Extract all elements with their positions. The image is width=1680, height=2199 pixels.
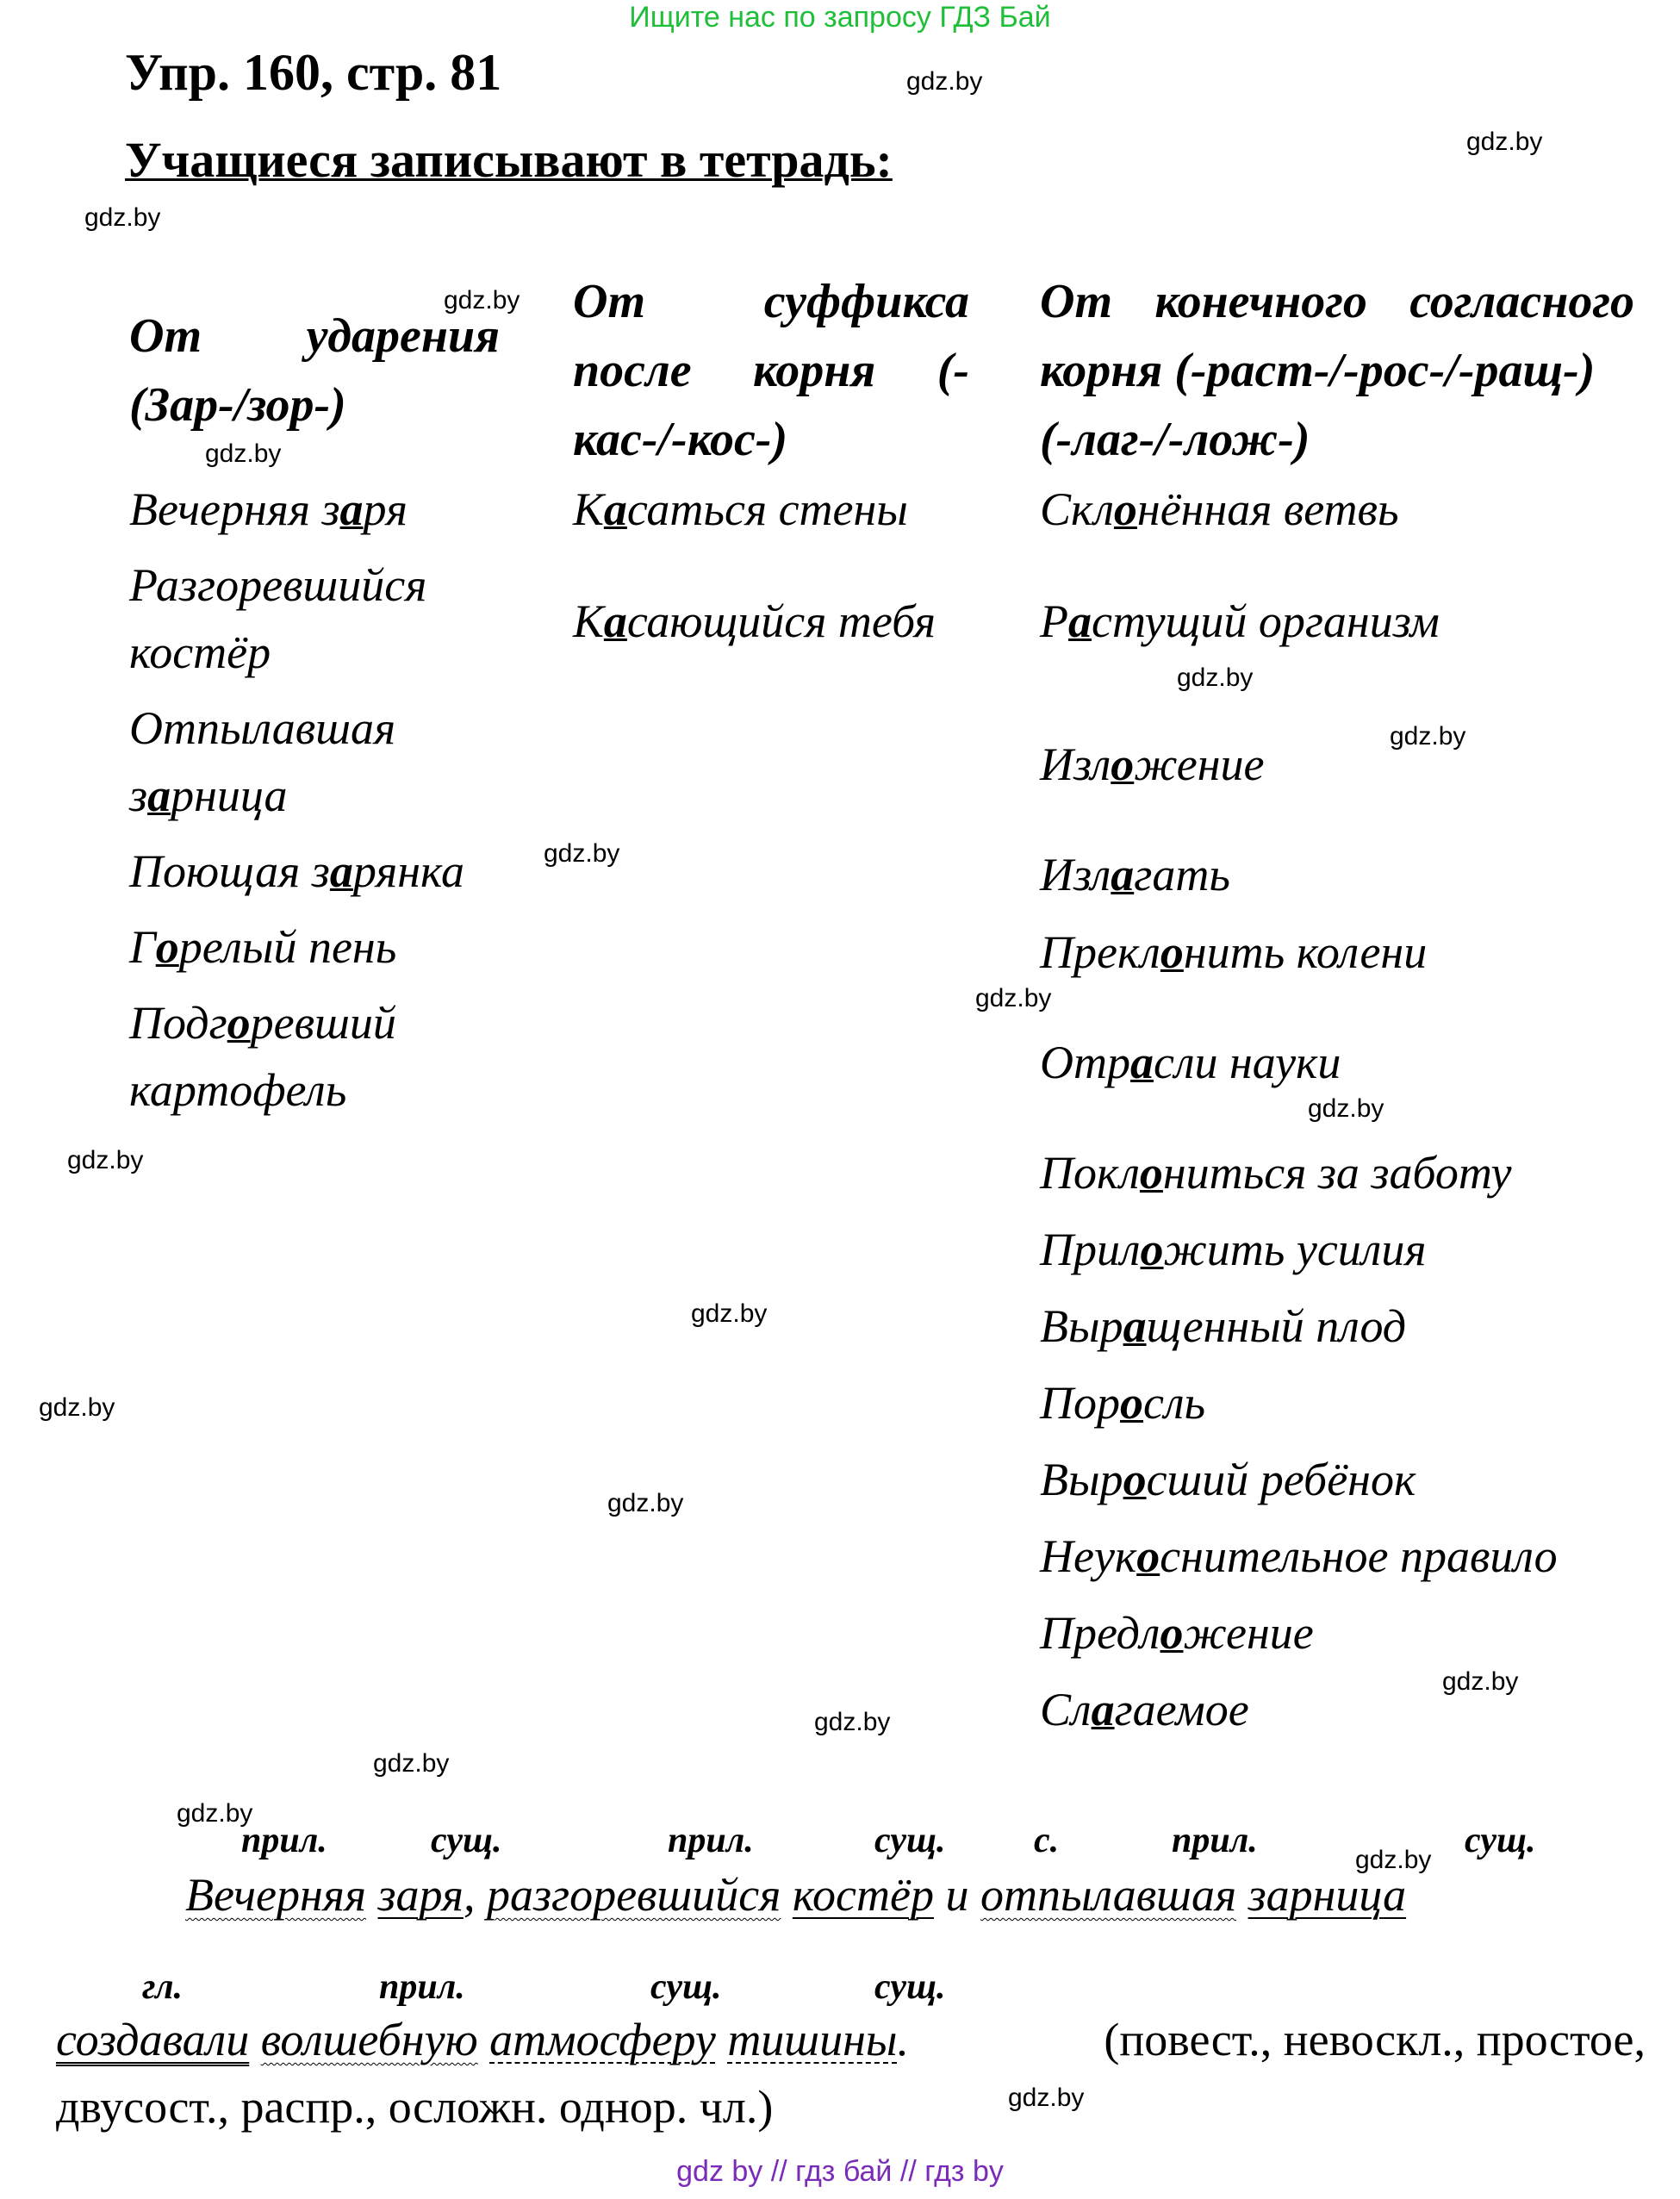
- list-item: Вечерняя заря: [129, 483, 408, 535]
- watermark: gdz.by: [373, 1749, 450, 1778]
- column-header: От конечного согласного: [1040, 275, 1634, 328]
- pos-label: сущ.: [1465, 1821, 1536, 1860]
- list-item: Склонённая ветвь: [1040, 483, 1399, 535]
- list-item: Отрасли науки: [1040, 1037, 1341, 1088]
- pos-label: сущ.: [874, 1967, 946, 2007]
- list-item: Приложить усилия: [1040, 1224, 1427, 1275]
- pos-label: прил.: [668, 1821, 754, 1860]
- sentence-characteristics: (повест., невоскл., простое,: [1104, 2014, 1646, 2065]
- watermark: gdz.by: [444, 286, 520, 315]
- column-stress: [129, 302, 500, 439]
- column-root: [1040, 267, 1634, 474]
- watermark: gdz.by: [67, 1146, 144, 1174]
- footer-links[interactable]: gdz by // гдз бай // гдз by: [676, 2155, 1004, 2188]
- sentence-line: Вечерняя заря, разгоревшийся костёр и отпылавшая зарница: [185, 1869, 1407, 1921]
- pos-label: сущ.: [650, 1967, 722, 2007]
- list-item: Выросший ребёнок: [1040, 1454, 1416, 1505]
- watermark: gdz.by: [1390, 722, 1466, 751]
- list-item: Разгоревшийся костёр: [129, 559, 427, 678]
- watermark: gdz.by: [906, 67, 983, 96]
- pos-label: гл.: [142, 1967, 184, 2007]
- watermark: gdz.by: [975, 984, 1052, 1012]
- list-item: Отпылавшая зарница: [129, 702, 396, 821]
- pos-label: прил.: [241, 1821, 327, 1860]
- watermark: gdz.by: [814, 1708, 891, 1736]
- watermark: gdz.by: [84, 203, 161, 232]
- list-item: Горелый пень: [129, 921, 397, 973]
- watermark: gdz.by: [205, 439, 282, 468]
- watermark: gdz.by: [177, 1799, 253, 1828]
- watermark: gdz.by: [691, 1299, 768, 1328]
- pos-label: прил.: [379, 1967, 465, 2007]
- column-header-line: после корня (-: [573, 344, 969, 397]
- list-item: Преклонить колени: [1040, 926, 1428, 978]
- column-header-rule: кас-/-кос-): [573, 413, 788, 466]
- column-header-line: корня (-раст-/-рос-/-ращ-): [1040, 344, 1596, 397]
- list-item: Касаться стены: [573, 483, 908, 535]
- list-item: Растущий организм: [1040, 595, 1440, 647]
- pos-label: сущ.: [874, 1821, 946, 1860]
- column-header-rule: (Зар-/зор-): [129, 378, 346, 432]
- watermark: gdz.by: [544, 839, 620, 868]
- column-suffix: [573, 267, 969, 474]
- list-item: Поросль: [1040, 1377, 1206, 1429]
- list-item: Слагаемое: [1040, 1684, 1249, 1735]
- list-item: Изложение: [1040, 738, 1265, 790]
- column-header: От ударения: [129, 309, 500, 363]
- list-item: Выращенный плод: [1040, 1300, 1407, 1352]
- sentence-line: создавали волшебную атмосферу тишины. (повест., невоскл., простое,: [56, 2014, 1646, 2065]
- column-stress-items: [129, 476, 500, 1132]
- search-banner[interactable]: Ищите нас по запросу ГДЗ Бай: [629, 1, 1051, 34]
- pos-label: сущ.: [431, 1821, 502, 1860]
- list-item: Касающийся тебя: [573, 595, 936, 647]
- list-item: Предложение: [1040, 1607, 1314, 1659]
- pos-label: с.: [1034, 1821, 1060, 1860]
- watermark: gdz.by: [1466, 128, 1543, 156]
- list-item: Неукоснительное правило: [1040, 1530, 1558, 1582]
- watermark: gdz.by: [1008, 2084, 1085, 2112]
- watermark: gdz.by: [1177, 663, 1254, 692]
- column-header-rule: (-лаг-/-лож-): [1040, 413, 1310, 466]
- watermark: gdz.by: [1442, 1667, 1519, 1696]
- column-header: От суффикса: [573, 275, 969, 328]
- sentence-characteristics: двусост., распр., осложн. однор. чл.): [56, 2081, 774, 2133]
- section-heading: Учащиеся записывают в тетрадь:: [125, 132, 893, 188]
- watermark: gdz.by: [607, 1489, 684, 1517]
- list-item: Подгоревший картофель: [129, 997, 396, 1116]
- watermark: gdz.by: [1308, 1094, 1384, 1123]
- exercise-title: Упр. 160, стр. 81: [125, 44, 502, 101]
- watermark: gdz.by: [1355, 1846, 1432, 1874]
- list-item: Излагать: [1040, 849, 1230, 900]
- pos-label: прил.: [1172, 1821, 1258, 1860]
- list-item: Поклониться за заботу: [1040, 1147, 1512, 1199]
- list-item: Поющая зарянка: [129, 845, 464, 897]
- watermark: gdz.by: [39, 1393, 115, 1422]
